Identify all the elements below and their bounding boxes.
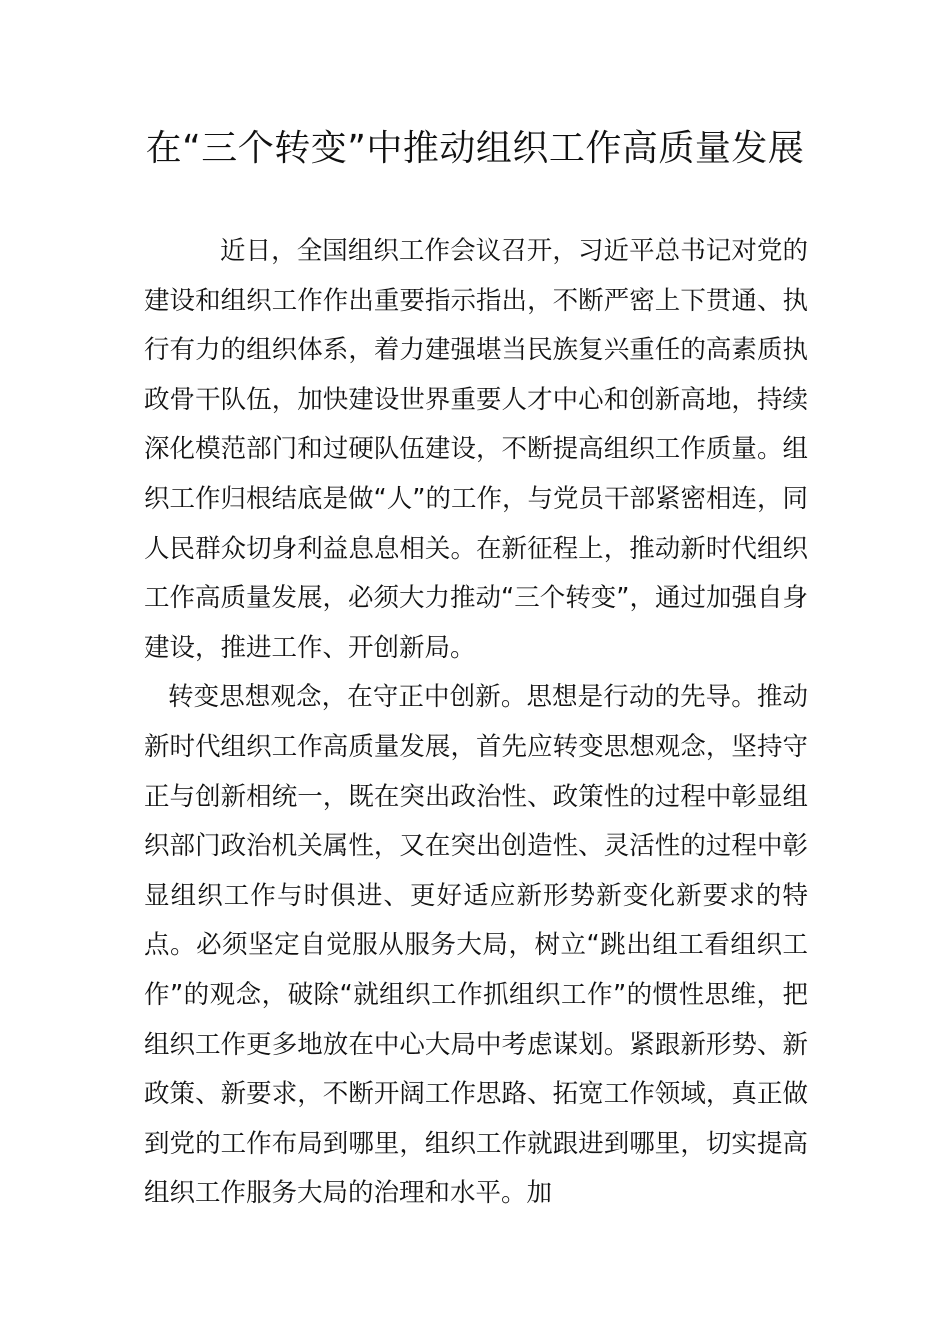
document-title: 在“三个转变”中推动组织工作高质量发展 — [145, 128, 805, 169]
document-body — [144, 227, 808, 1219]
paragraph-1: 近日，全国组织工作会议召开，习近平总书记对党的建设和组织工作作出重要指示指出，不断严密上下贯通、执行有力的组织体系，着力建强堪当民族复兴重任的高素质执政骨干队伍，加快建设世界重要人才中心和创新高地，持续深化模范部门和过硬队伍建设，不断提高组织工作质量。组织工作归根结底是做“人”的工作，与党员干部紧密相连，同人民群众切身利益息息相关。在新征程上，推动新时代组织工作高质量发展，必须大力推动“三个转变”，通过加强自身建设，推进工作、开创新局。 — [144, 236, 808, 663]
paragraph-2: 转变思想观念，在守正中创新。思想是行动的先导。推动新时代组织工作高质量发展，首先应转变思想观念，坚持守正与创新相统一，既在突出政治性、政策性的过程中彰显组织部门政治机关属性，又在突出创造性、灵活性的过程中彰显组织工作与时俱进、更好适应新形势新变化新要求的特点。必须坚定自觉服从服务大局，树立“跳出组工看组织工作”的观念，破除“就组织工作抓组织工作”的惯性思维，把组织工作更多地放在中心大局中考虑谋划。紧跟新形势、新政策、新要求，不断开阔工作思路、拓宽工作领域，真正做到党的工作布局到哪里，组织工作就跟进到哪里，切实提高组织工作服务大局的治理和水平。加 — [144, 682, 808, 1209]
